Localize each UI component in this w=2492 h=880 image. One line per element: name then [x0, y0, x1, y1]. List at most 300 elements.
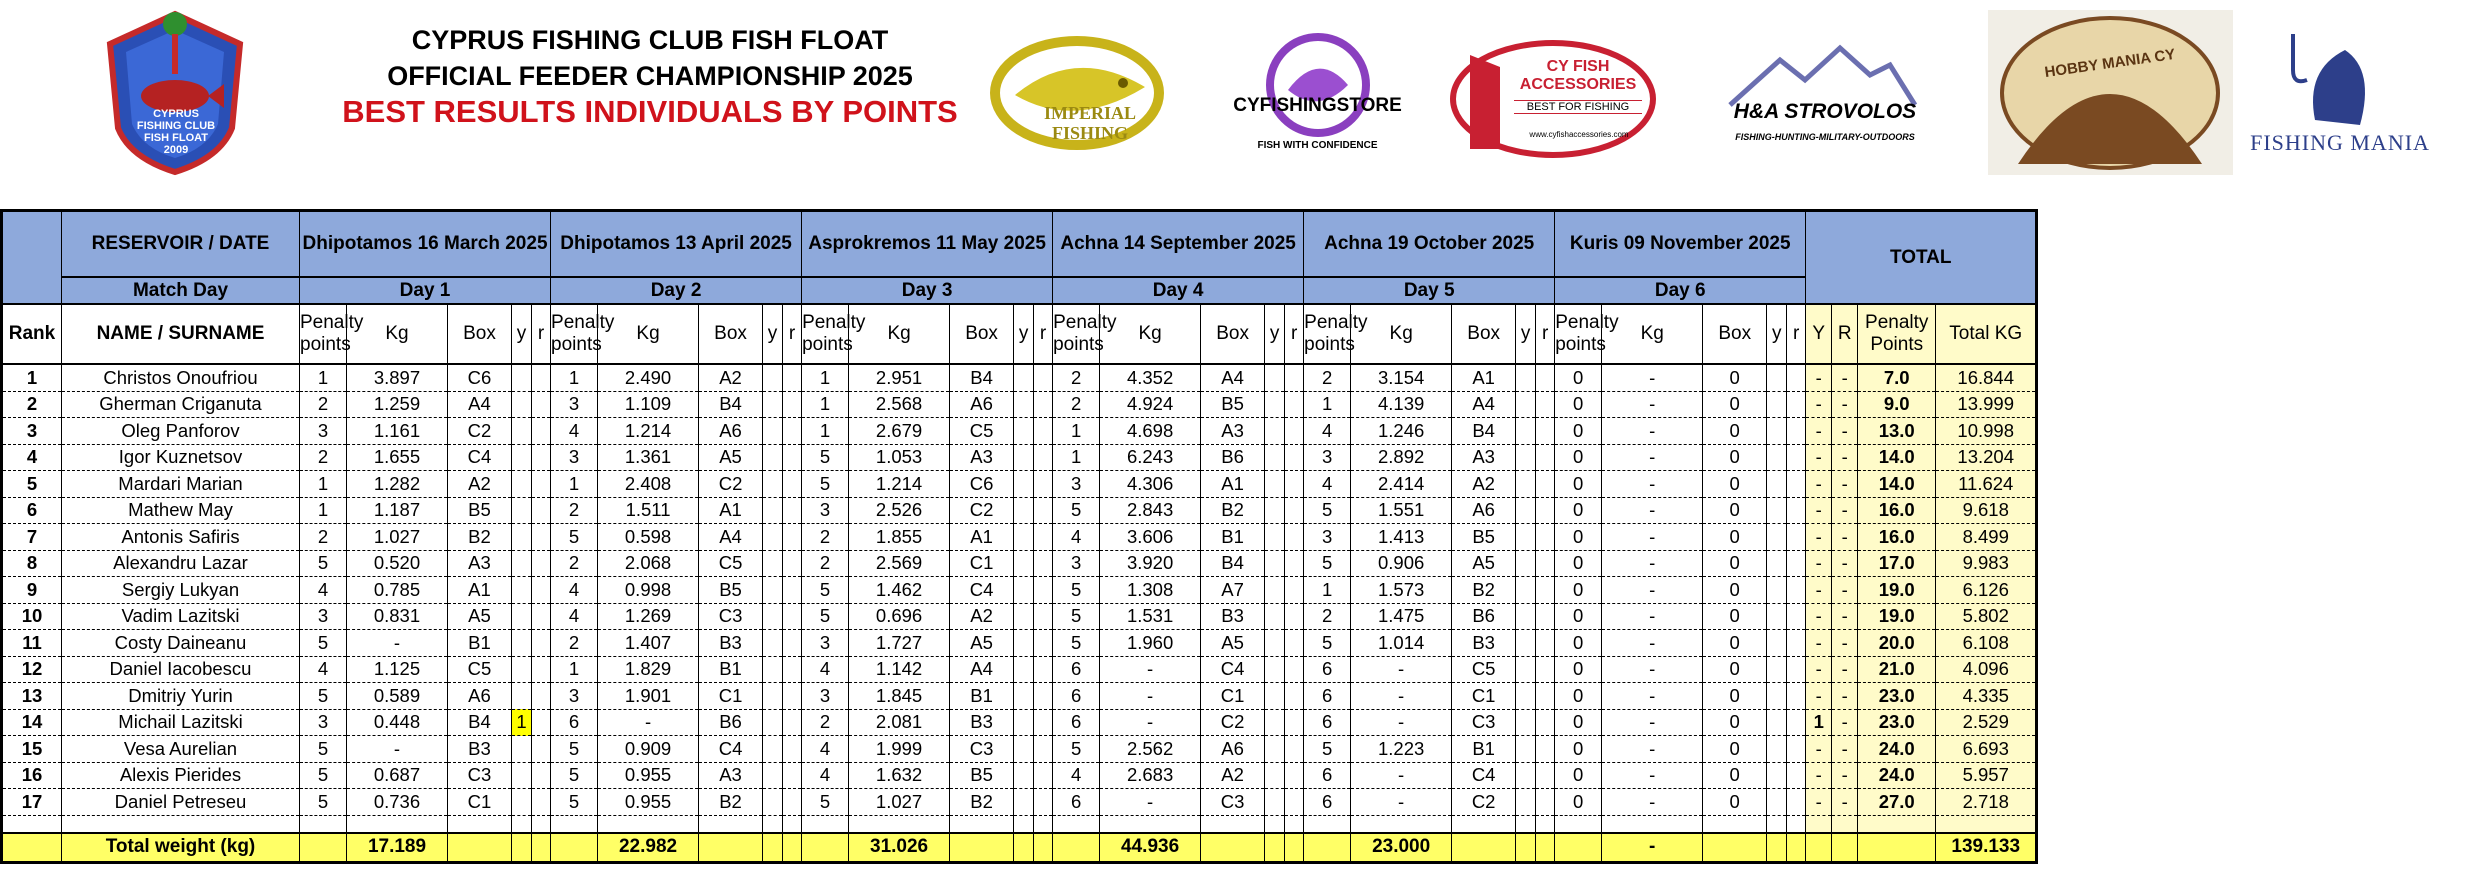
total-r-cell: - — [1832, 497, 1858, 524]
y-cell — [1014, 656, 1034, 683]
reservoir-date-header: RESERVOIR / DATE — [62, 211, 300, 278]
r-cell — [532, 762, 551, 789]
box-cell: A6 — [448, 683, 512, 710]
box-column-header: Box — [448, 304, 512, 364]
kg-cell: 0.696 — [849, 603, 950, 630]
penalty-cell: 0 — [1555, 630, 1602, 657]
penalty-cell: 1 — [1304, 391, 1351, 418]
total-r-cell: - — [1832, 789, 1858, 816]
box-cell: C4 — [448, 444, 512, 471]
penalty-cell: 0 — [1555, 762, 1602, 789]
kg-cell: 1.655 — [347, 444, 448, 471]
box-cell: B2 — [1452, 577, 1516, 604]
r-cell — [1285, 577, 1304, 604]
name-cell: Antonis Safiris — [62, 524, 300, 551]
box-cell: C1 — [448, 789, 512, 816]
page-header — [0, 0, 2492, 205]
kg-cell: 1.960 — [1100, 630, 1201, 657]
r-cell — [1787, 391, 1806, 418]
venue-header: Asprokremos 11 May 2025 — [802, 211, 1053, 278]
y-cell — [1516, 418, 1536, 445]
box-cell: C5 — [950, 418, 1014, 445]
y-cell — [512, 550, 532, 577]
kg-cell: - — [1602, 444, 1703, 471]
kg-cell: 2.568 — [849, 391, 950, 418]
y-cell — [1265, 630, 1285, 657]
spacer-cell — [1053, 815, 1100, 833]
y-cell — [512, 497, 532, 524]
table-row — [2, 683, 2037, 710]
y-cell — [1265, 391, 1285, 418]
y-cell — [763, 497, 783, 524]
kg-cell: 2.490 — [598, 364, 699, 391]
penalty-cell: 5 — [1053, 603, 1100, 630]
kg-cell: 1.511 — [598, 497, 699, 524]
r-cell — [1536, 524, 1555, 551]
r-cell — [1787, 603, 1806, 630]
y-cell — [1767, 471, 1787, 498]
kg-cell: - — [1602, 656, 1703, 683]
penalty-cell: 1 — [551, 471, 598, 498]
penalty-column-header: Penalty points — [802, 304, 849, 364]
penalty-cell: 0 — [1555, 364, 1602, 391]
penalty-cell: 3 — [300, 418, 347, 445]
total-cell — [1787, 833, 1806, 863]
spacer-cell — [1014, 815, 1034, 833]
kg-cell: - — [1351, 656, 1452, 683]
kg-cell: 1.413 — [1351, 524, 1452, 551]
y-cell — [763, 577, 783, 604]
box-cell: A4 — [448, 391, 512, 418]
penalty-cell: 5 — [1053, 577, 1100, 604]
y-cell — [512, 364, 532, 391]
total-cell — [300, 833, 347, 863]
y-cell — [1767, 418, 1787, 445]
penalty-cell: 5 — [300, 683, 347, 710]
venue-header: Kuris 09 November 2025 — [1555, 211, 1806, 278]
y-cell — [763, 364, 783, 391]
y-cell — [763, 630, 783, 657]
y-cell — [1265, 364, 1285, 391]
cyfishingstore-text: CYFISHINGSTORE — [1233, 95, 1402, 116]
penalty-cell: 0 — [1555, 683, 1602, 710]
day-header: Day 1 — [300, 277, 551, 304]
r-cell — [532, 471, 551, 498]
r-cell — [1787, 683, 1806, 710]
r-cell — [1285, 497, 1304, 524]
y-cell — [1014, 630, 1034, 657]
spacer-cell — [448, 815, 512, 833]
y-cell — [1265, 656, 1285, 683]
kg-cell: 0.736 — [347, 789, 448, 816]
y-cell — [1516, 630, 1536, 657]
page-title — [340, 22, 960, 130]
rank-cell: 3 — [2, 418, 62, 445]
total-points-cell: 23.0 — [1858, 683, 1936, 710]
total-points-cell: 19.0 — [1858, 603, 1936, 630]
kg-cell: 0.906 — [1351, 550, 1452, 577]
box-cell: C6 — [448, 364, 512, 391]
fishing-mania-logo — [2275, 30, 2385, 130]
penalty-cell: 1 — [802, 391, 849, 418]
penalty-cell: 4 — [1304, 471, 1351, 498]
rank-cell: 15 — [2, 736, 62, 763]
r-cell — [1536, 444, 1555, 471]
kg-cell: - — [1602, 630, 1703, 657]
y-cell — [1265, 683, 1285, 710]
y-cell — [512, 577, 532, 604]
y-cell — [1516, 471, 1536, 498]
r-cell — [1787, 524, 1806, 551]
penalty-cell: 5 — [802, 471, 849, 498]
total-cell — [1832, 833, 1858, 863]
rank-cell: 6 — [2, 497, 62, 524]
r-cell — [783, 789, 802, 816]
y-cell — [1516, 656, 1536, 683]
spacer-cell — [1034, 815, 1053, 833]
y-cell — [512, 444, 532, 471]
y-cell — [1265, 762, 1285, 789]
penalty-cell: 3 — [802, 683, 849, 710]
spacer-cell — [1452, 815, 1516, 833]
kg-column-header: Kg — [347, 304, 448, 364]
box-cell: 0 — [1703, 418, 1767, 445]
match-day-header: Match Day — [62, 277, 300, 304]
kg-cell: - — [1602, 709, 1703, 736]
total-kg-cell: 8.499 — [1936, 524, 2037, 551]
y-cell — [1767, 577, 1787, 604]
r-cell — [783, 550, 802, 577]
r-cell — [783, 497, 802, 524]
name-cell: Dmitriy Yurin — [62, 683, 300, 710]
box-cell: A6 — [1452, 497, 1516, 524]
y-cell — [1516, 736, 1536, 763]
total-points-cell: 23.0 — [1858, 709, 1936, 736]
kg-cell: 0.589 — [347, 683, 448, 710]
y-cell — [512, 683, 532, 710]
total-y-cell: - — [1806, 789, 1832, 816]
total-points-cell: 7.0 — [1858, 364, 1936, 391]
box-cell: C4 — [950, 577, 1014, 604]
penalty-cell: 5 — [1304, 550, 1351, 577]
kg-cell: 1.125 — [347, 656, 448, 683]
table-row — [2, 603, 2037, 630]
y-cell — [1767, 550, 1787, 577]
r-cell — [1787, 497, 1806, 524]
r-cell — [532, 736, 551, 763]
spacer-cell — [1351, 815, 1452, 833]
box-cell: A6 — [950, 391, 1014, 418]
spacer-cell — [62, 815, 300, 833]
total-cell — [1703, 833, 1767, 863]
box-cell: 0 — [1703, 471, 1767, 498]
kg-cell: 1.109 — [598, 391, 699, 418]
r-cell — [1285, 364, 1304, 391]
total-y-cell: - — [1806, 391, 1832, 418]
penalty-cell: 3 — [1304, 524, 1351, 551]
kg-column-header: Kg — [1602, 304, 1703, 364]
y-cell — [1265, 577, 1285, 604]
total-y-cell: - — [1806, 444, 1832, 471]
y-cell — [1265, 709, 1285, 736]
y-cell — [763, 603, 783, 630]
kg-cell: 1.027 — [347, 524, 448, 551]
box-cell: C5 — [448, 656, 512, 683]
box-cell: A4 — [1452, 391, 1516, 418]
r-cell — [1034, 524, 1053, 551]
name-cell: Christos Onoufriou — [62, 364, 300, 391]
total-kg-cell: 13.999 — [1936, 391, 2037, 418]
total-penalty-header: Penalty Points — [1858, 304, 1936, 364]
y-cell — [1767, 630, 1787, 657]
y-cell — [1767, 364, 1787, 391]
imperial-fishing-logo — [985, 35, 1165, 165]
box-cell: B6 — [1201, 444, 1265, 471]
penalty-cell: 4 — [300, 577, 347, 604]
box-cell: B2 — [950, 789, 1014, 816]
r-cell — [1536, 550, 1555, 577]
r-cell — [1787, 789, 1806, 816]
penalty-cell: 6 — [551, 709, 598, 736]
kg-column-header: Kg — [598, 304, 699, 364]
r-cell — [783, 762, 802, 789]
kg-cell: 1.551 — [1351, 497, 1452, 524]
y-cell — [763, 418, 783, 445]
title-line-3: BEST RESULTS INDIVIDUALS BY POINTS — [342, 94, 958, 129]
spacer-cell — [300, 815, 347, 833]
table-row — [2, 709, 2037, 736]
r-cell — [532, 656, 551, 683]
box-cell: A7 — [1201, 577, 1265, 604]
total-points-cell: 9.0 — [1858, 391, 1936, 418]
name-cell: Daniel Petreseu — [62, 789, 300, 816]
rank-cell: 13 — [2, 683, 62, 710]
kg-cell: 1.999 — [849, 736, 950, 763]
y-cell — [512, 630, 532, 657]
total-kg-cell: 4.335 — [1936, 683, 2037, 710]
y-cell — [512, 471, 532, 498]
y-cell — [1767, 736, 1787, 763]
y-cell — [1014, 709, 1034, 736]
kg-cell: - — [347, 630, 448, 657]
r-cell — [1536, 656, 1555, 683]
total-cell — [1034, 833, 1053, 863]
penalty-column-header: Penalty points — [551, 304, 598, 364]
penalty-cell: 6 — [1053, 656, 1100, 683]
box-column-header: Box — [699, 304, 763, 364]
r-cell — [1034, 762, 1053, 789]
r-cell — [1034, 683, 1053, 710]
box-cell: 0 — [1703, 577, 1767, 604]
r-cell — [1034, 364, 1053, 391]
box-cell: B2 — [699, 789, 763, 816]
r-column-header: r — [1285, 304, 1304, 364]
kg-cell: 4.924 — [1100, 391, 1201, 418]
total-points-cell: 16.0 — [1858, 524, 1936, 551]
spacer-cell — [1602, 815, 1703, 833]
penalty-cell: 3 — [551, 391, 598, 418]
y-cell — [1516, 444, 1536, 471]
total-kg-cell: 5.802 — [1936, 603, 2037, 630]
penalty-cell: 3 — [300, 603, 347, 630]
name-cell: Oleg Panforov — [62, 418, 300, 445]
venue-header: Dhipotamos 13 April 2025 — [551, 211, 802, 278]
table-row — [2, 656, 2037, 683]
kg-cell: - — [1602, 497, 1703, 524]
spacer-cell — [1285, 815, 1304, 833]
r-cell — [783, 709, 802, 736]
box-cell: B5 — [699, 577, 763, 604]
box-cell: 0 — [1703, 497, 1767, 524]
cyfishingstore-logo — [1253, 30, 1383, 140]
kg-cell: 1.223 — [1351, 736, 1452, 763]
cyfishingstore-tagline: FISH WITH CONFIDENCE — [1257, 140, 1378, 151]
results-table — [0, 209, 2038, 864]
name-cell: Sergiy Lukyan — [62, 577, 300, 604]
total-r-cell: - — [1832, 418, 1858, 445]
total-y-cell: - — [1806, 471, 1832, 498]
kg-column-header: Kg — [849, 304, 950, 364]
r-cell — [532, 364, 551, 391]
table-row — [2, 497, 2037, 524]
name-cell: Costy Daineanu — [62, 630, 300, 657]
r-cell — [1285, 550, 1304, 577]
day-header: Day 6 — [1555, 277, 1806, 304]
rank-cell: 7 — [2, 524, 62, 551]
penalty-cell: 4 — [802, 736, 849, 763]
penalty-cell: 5 — [551, 789, 598, 816]
spacer-cell — [849, 815, 950, 833]
spacer-cell — [1536, 815, 1555, 833]
y-cell — [1516, 603, 1536, 630]
box-cell: A4 — [950, 656, 1014, 683]
penalty-column-header: Penalty points — [300, 304, 347, 364]
total-kg-cell: 9.983 — [1936, 550, 2037, 577]
total-kg-cell: 9.618 — [1936, 497, 2037, 524]
name-cell: Michail Lazitski — [62, 709, 300, 736]
r-cell — [1787, 444, 1806, 471]
r-cell — [1285, 444, 1304, 471]
y-cell — [512, 656, 532, 683]
kg-cell: 0.955 — [598, 762, 699, 789]
day-total-weight: 23.000 — [1351, 833, 1452, 863]
y-column-header: y — [763, 304, 783, 364]
total-points-cell: 13.0 — [1858, 418, 1936, 445]
y-cell — [763, 444, 783, 471]
r-cell — [532, 391, 551, 418]
box-cell: C4 — [1201, 656, 1265, 683]
r-cell — [1787, 418, 1806, 445]
box-cell: C5 — [1452, 656, 1516, 683]
r-cell — [1285, 630, 1304, 657]
r-column-header: r — [1034, 304, 1053, 364]
box-cell: B2 — [448, 524, 512, 551]
box-cell: A2 — [699, 364, 763, 391]
ha-strovolos-tagline: FISHING-HUNTING-MILITARY-OUTDOORS — [1735, 132, 1915, 142]
kg-cell: 3.897 — [347, 364, 448, 391]
kg-cell: 4.698 — [1100, 418, 1201, 445]
box-cell: A2 — [1452, 471, 1516, 498]
total-cell — [1767, 833, 1787, 863]
total-cell — [783, 833, 802, 863]
spacer-cell — [1767, 815, 1787, 833]
penalty-column-header: Penalty points — [1053, 304, 1100, 364]
r-cell — [1536, 630, 1555, 657]
y-cell — [512, 524, 532, 551]
box-cell: B6 — [699, 709, 763, 736]
box-cell: 0 — [1703, 789, 1767, 816]
r-cell — [1285, 524, 1304, 551]
box-cell: B1 — [1201, 524, 1265, 551]
kg-cell: - — [1351, 683, 1452, 710]
y-cell — [1516, 497, 1536, 524]
penalty-cell: 2 — [300, 524, 347, 551]
box-cell: 0 — [1703, 656, 1767, 683]
box-cell: 0 — [1703, 550, 1767, 577]
box-cell: B3 — [1452, 630, 1516, 657]
kg-cell: 4.306 — [1100, 471, 1201, 498]
penalty-cell: 0 — [1555, 603, 1602, 630]
penalty-cell: 5 — [802, 603, 849, 630]
r-cell — [783, 364, 802, 391]
penalty-cell: 1 — [300, 497, 347, 524]
r-cell — [1536, 391, 1555, 418]
box-cell: B4 — [1201, 550, 1265, 577]
total-y-cell: - — [1806, 736, 1832, 763]
y-cell — [512, 418, 532, 445]
total-y-cell: - — [1806, 524, 1832, 551]
y-cell — [1516, 789, 1536, 816]
box-cell: A6 — [699, 418, 763, 445]
r-cell — [1787, 471, 1806, 498]
kg-cell: - — [1602, 736, 1703, 763]
penalty-cell: 3 — [300, 709, 347, 736]
box-cell: C1 — [950, 550, 1014, 577]
penalty-cell: 3 — [551, 444, 598, 471]
box-cell: C3 — [1201, 789, 1265, 816]
box-cell: 0 — [1703, 364, 1767, 391]
box-cell: A5 — [1452, 550, 1516, 577]
total-points-cell: 16.0 — [1858, 497, 1936, 524]
r-cell — [1034, 577, 1053, 604]
day-total-weight: - — [1602, 833, 1703, 863]
total-cell — [1201, 833, 1265, 863]
kg-cell: 1.214 — [598, 418, 699, 445]
y-cell — [1767, 683, 1787, 710]
r-cell — [1536, 762, 1555, 789]
kg-cell: 2.414 — [1351, 471, 1452, 498]
total-y-cell: - — [1806, 683, 1832, 710]
header-row-columns — [2, 304, 2037, 364]
r-cell — [532, 709, 551, 736]
kg-cell: 1.727 — [849, 630, 950, 657]
total-kg-cell: 2.718 — [1936, 789, 2037, 816]
imperial-fishing-text: IMPERIAL FISHING — [1043, 103, 1136, 143]
y-cell — [1767, 524, 1787, 551]
y-cell — [1014, 471, 1034, 498]
kg-cell: - — [1602, 418, 1703, 445]
cy-fish-accessories-url: www.cyfishaccessories.com — [1529, 130, 1629, 139]
kg-cell: 1.573 — [1351, 577, 1452, 604]
spacer-cell — [347, 815, 448, 833]
spacer-cell — [512, 815, 532, 833]
spacer-cell — [598, 815, 699, 833]
day-total-weight: 17.189 — [347, 833, 448, 863]
r-cell — [1787, 630, 1806, 657]
y-cell — [1014, 762, 1034, 789]
penalty-cell: 2 — [1053, 391, 1100, 418]
kg-column-header: Kg — [1351, 304, 1452, 364]
